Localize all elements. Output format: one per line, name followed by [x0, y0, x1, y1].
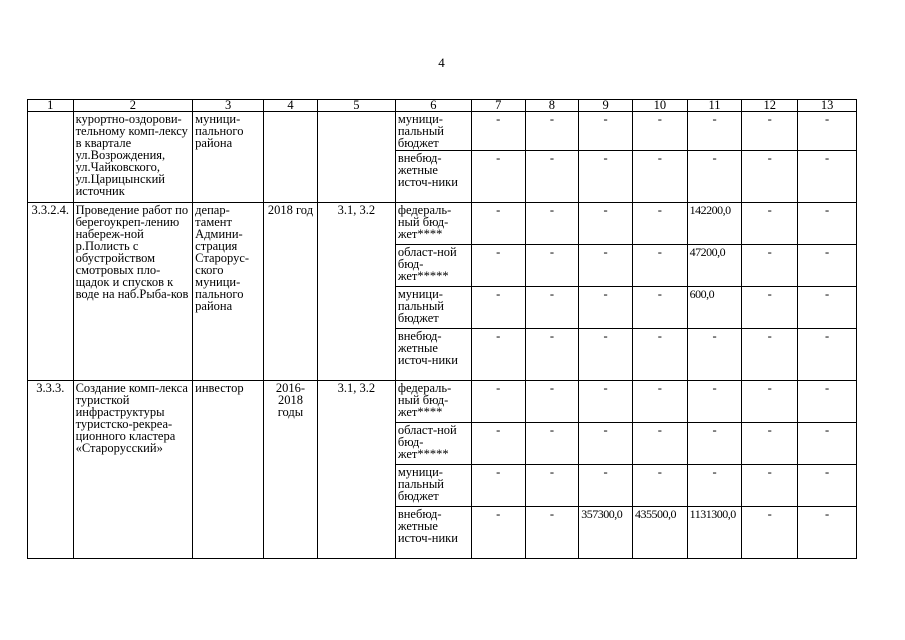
col-header-7: 7 — [471, 100, 525, 112]
value-cell: - — [632, 112, 687, 151]
value-cell: - — [687, 329, 742, 381]
value-cell: - — [471, 329, 525, 381]
value-cell: - — [798, 381, 857, 423]
value-cell: - — [798, 112, 857, 151]
value-cell: - — [798, 329, 857, 381]
value-cell: - — [742, 381, 798, 423]
value-cell: - — [579, 112, 633, 151]
value-cell: - — [632, 287, 687, 329]
targets-cell: 3.1, 3.2 — [317, 203, 395, 381]
value-cell: - — [471, 381, 525, 423]
col-header-13: 13 — [798, 100, 857, 112]
value-cell: 142200,0 — [687, 203, 742, 245]
value-cell: - — [632, 151, 687, 203]
period-cell: 2016-2018 годы — [264, 381, 318, 559]
value-cell: - — [742, 507, 798, 559]
value-cell: - — [632, 329, 687, 381]
executor-cell: инвестор — [193, 381, 264, 559]
value-cell: - — [471, 112, 525, 151]
table-row — [28, 203, 857, 245]
value-cell: - — [798, 507, 857, 559]
value-cell: 357300,0 — [579, 507, 633, 559]
col-header-10: 10 — [632, 100, 687, 112]
funding-source-cell: муници-пальный бюджет — [395, 112, 471, 151]
value-cell: - — [742, 151, 798, 203]
value-cell: - — [525, 151, 579, 203]
funding-source-cell: област-ной бюд-жет***** — [395, 423, 471, 465]
targets-cell: 3.1, 3.2 — [317, 381, 395, 559]
value-cell: - — [798, 203, 857, 245]
col-header-3: 3 — [193, 100, 264, 112]
value-cell: - — [687, 423, 742, 465]
value-cell: - — [798, 287, 857, 329]
value-cell: - — [632, 245, 687, 287]
table-row — [28, 381, 857, 423]
funding-source-cell: област-ной бюд-жет***** — [395, 245, 471, 287]
table-row — [28, 112, 857, 151]
col-header-11: 11 — [687, 100, 742, 112]
page-number: 4 — [438, 55, 445, 70]
col-header-5: 5 — [317, 100, 395, 112]
value-cell: - — [579, 465, 633, 507]
value-cell: - — [471, 507, 525, 559]
value-cell: 435500,0 — [632, 507, 687, 559]
value-cell: - — [798, 151, 857, 203]
value-cell: - — [742, 465, 798, 507]
value-cell: - — [471, 423, 525, 465]
value-cell: - — [632, 465, 687, 507]
value-cell: - — [579, 203, 633, 245]
value-cell: - — [579, 381, 633, 423]
col-header-12: 12 — [742, 100, 798, 112]
measure-name-cell: Проведение работ по берегоукреп-лению набереж-ной р.Полисть с обустройством смотровых пло-щадок и спусков к воде на наб.Рыба-ков — [73, 203, 193, 381]
value-cell: - — [742, 245, 798, 287]
funding-source-cell: внебюд-жетные источ-ники — [395, 151, 471, 203]
value-cell: - — [742, 112, 798, 151]
item-number-cell: 3.3.2.4. — [28, 203, 74, 381]
value-cell: - — [471, 465, 525, 507]
measures-table — [27, 99, 857, 559]
value-cell: - — [742, 203, 798, 245]
value-cell: - — [525, 245, 579, 287]
value-cell: - — [632, 381, 687, 423]
value-cell: - — [525, 329, 579, 381]
value-cell: - — [742, 287, 798, 329]
value-cell: - — [632, 203, 687, 245]
value-cell: - — [525, 203, 579, 245]
col-header-8: 8 — [525, 100, 579, 112]
value-cell: - — [742, 329, 798, 381]
value-cell: 600,0 — [687, 287, 742, 329]
col-header-6: 6 — [395, 100, 471, 112]
value-cell: - — [471, 287, 525, 329]
measure-name-cell: Создание комп-лекса туристкой инфраструктуры туристско-рекреа-ционного кластера «Старорусский» — [73, 381, 193, 559]
value-cell: - — [471, 151, 525, 203]
funding-source-cell: муници-пальный бюджет — [395, 465, 471, 507]
value-cell: - — [687, 465, 742, 507]
funding-source-cell: внебюд-жетные источ-ники — [395, 507, 471, 559]
value-cell: - — [525, 423, 579, 465]
funding-source-cell: федераль-ный бюд-жет**** — [395, 203, 471, 245]
value-cell: - — [742, 423, 798, 465]
col-header-2: 2 — [73, 100, 193, 112]
value-cell: - — [471, 245, 525, 287]
executor-cell: муници-пального района — [193, 112, 264, 203]
value-cell: - — [579, 287, 633, 329]
executor-cell: депар-тамент Админи-страция Старорус-ского муници-пального района — [193, 203, 264, 381]
col-header-4: 4 — [264, 100, 318, 112]
value-cell: 1131300,0 — [687, 507, 742, 559]
value-cell: - — [687, 381, 742, 423]
col-header-1: 1 — [28, 100, 74, 112]
value-cell: - — [525, 287, 579, 329]
funding-source-cell: внебюд-жетные источ-ники — [395, 329, 471, 381]
value-cell: - — [579, 151, 633, 203]
value-cell: - — [579, 423, 633, 465]
col-header-9: 9 — [579, 100, 633, 112]
value-cell: - — [525, 465, 579, 507]
targets-cell — [317, 112, 395, 203]
value-cell: - — [579, 329, 633, 381]
value-cell: - — [632, 423, 687, 465]
value-cell: - — [525, 507, 579, 559]
value-cell: - — [525, 112, 579, 151]
value-cell: - — [579, 245, 633, 287]
funding-source-cell: федераль-ный бюд-жет**** — [395, 381, 471, 423]
value-cell: - — [798, 465, 857, 507]
period-cell: 2018 год — [264, 203, 318, 381]
value-cell: 47200,0 — [687, 245, 742, 287]
value-cell: - — [525, 381, 579, 423]
item-number-cell — [28, 112, 74, 203]
item-number-cell: 3.3.3. — [28, 381, 74, 559]
value-cell: - — [687, 151, 742, 203]
period-cell — [264, 112, 318, 203]
value-cell: - — [798, 245, 857, 287]
funding-source-cell: муници-пальный бюджет — [395, 287, 471, 329]
measure-name-cell: курортно-оздорови-тельному комп-лексу в квартале ул.Возрождения, ул.Чайковского, ул.Царицынский источник — [73, 112, 193, 203]
value-cell: - — [687, 112, 742, 151]
column-numbers-row — [28, 100, 857, 112]
value-cell: - — [798, 423, 857, 465]
value-cell: - — [471, 203, 525, 245]
